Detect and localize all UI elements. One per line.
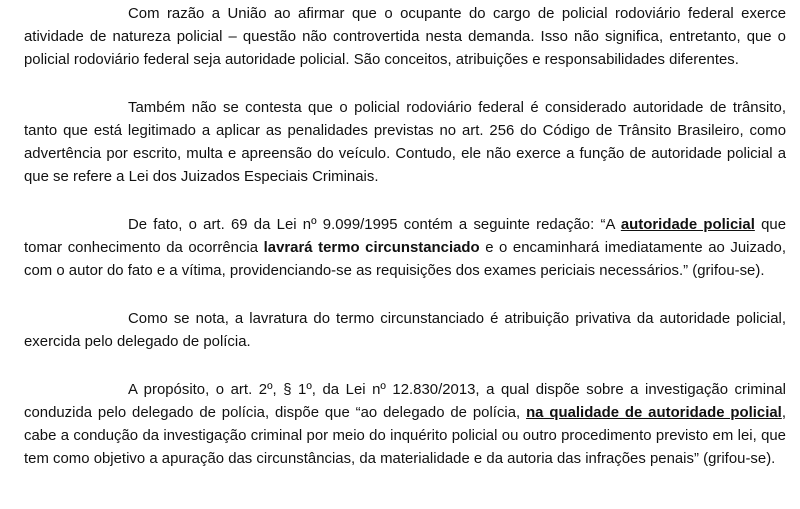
paragraph-5 (24, 379, 786, 471)
paragraph-3-text-a: De fato, o art. 69 da Lei nº 9.099/1995 contém a seguinte redação: “A (128, 217, 621, 233)
paragraph-1 (24, 3, 786, 72)
paragraph-1-text: Com razão a União ao afirmar que o ocupante do cargo de policial rodoviário federal exerce atividade de natureza policial – questão não controvertida nesta demanda. Isso não significa, entretanto, que o policial rodoviário federal seja autoridade policial. São conceitos, atribuições e responsabilidades diferentes. (24, 6, 786, 68)
paragraph-3 (24, 214, 786, 283)
emphasis-qualidade-autoridade: na qualidade de autoridade policial (526, 405, 782, 421)
emphasis-autoridade-policial: autoridade policial (620, 217, 755, 233)
document-page (24, 3, 786, 471)
paragraph-2 (24, 97, 786, 189)
paragraph-4-text: Como se nota, a lavratura do termo circunstanciado é atribuição privativa da autoridade policial, exercida pelo delegado de polícia. (24, 311, 786, 350)
paragraph-5-text-b: , cabe a condução da investigação criminal por meio do inquérito policial ou outro procedimento previsto em lei, que tem como objetivo a apuração das circunstâncias, da materialidade e da autoria das infrações penais” (grifou-se). (24, 405, 786, 467)
paragraph-2-text: Também não se contesta que o policial rodoviário federal é considerado autoridade de trânsito, tanto que está legitimado a aplicar as penalidades previstas no art. 256 do Código de Trânsito Brasileiro, como advertência por escrito, multa e apreensão do veículo. Contudo, ele não exerce a função de autoridade policial a que se refere a Lei dos Juizados Especiais Criminais. (24, 100, 786, 185)
emphasis-lavrara-termo: lavrará termo circunstanciado (263, 240, 480, 256)
paragraph-5-text-a: A propósito, o art. 2º, § 1º, da Lei nº 12.830/2013, a qual dispõe sobre a investigação criminal conduzida pelo delegado de polícia, dispõe que “ao delegado de polícia, (24, 382, 786, 421)
paragraph-4 (24, 308, 786, 354)
paragraph-3-text-b: que tomar conhecimento da ocorrência (24, 217, 786, 256)
paragraph-3-text-c: e o encaminhará imediatamente ao Juizado, com o autor do fato e a vítima, providenciando-se as requisições dos exames periciais necessários.” (grifou-se). (24, 240, 786, 279)
